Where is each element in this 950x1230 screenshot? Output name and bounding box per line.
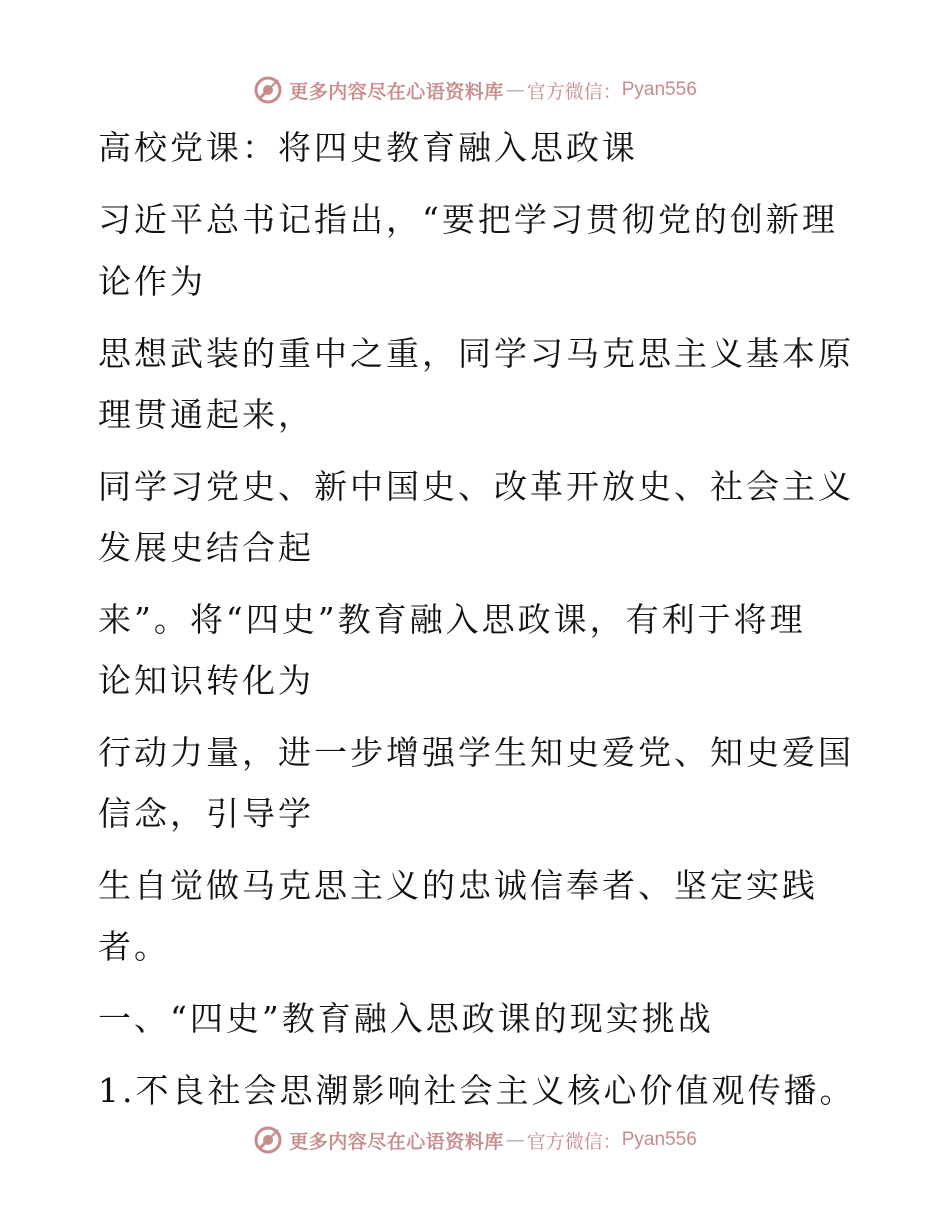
brand-logo-icon bbox=[253, 1125, 283, 1155]
section-heading: 一、“四史”教育融入思政课的现实挑战 bbox=[98, 999, 714, 1038]
header-banner bbox=[0, 70, 950, 110]
document-line: 思想武装的重中之重，同学习马克思主义基本原 bbox=[98, 334, 854, 373]
document-line: 论知识转化为 bbox=[98, 661, 314, 700]
document-line: 信念，引导学 bbox=[98, 794, 314, 833]
document-line: 生自觉做马克思主义的忠诚信奉者、坚定实践 bbox=[98, 866, 818, 905]
banner-wechat-id: Pyan556 bbox=[621, 1129, 697, 1150]
document-line: 来”。将“四史”教育融入思政课，有利于将理 bbox=[98, 600, 806, 639]
banner-text: 更多内容尽在心语资料库 bbox=[289, 1130, 504, 1153]
document-line: 发展史结合起 bbox=[98, 528, 314, 567]
banner-separator: — bbox=[505, 1129, 525, 1151]
document-line: 行动力量，进一步增强学生知史爱党、知史爱国 bbox=[98, 733, 854, 772]
document-line: 理贯通起来， bbox=[98, 395, 314, 434]
banner-wechat-label: 官方微信： bbox=[526, 80, 622, 103]
document-line: 1.不良社会思潮影响社会主义核心价值观传播。 bbox=[98, 1071, 856, 1110]
document-title: 高校党课：将四史教育融入思政课 bbox=[98, 128, 638, 167]
brand-logo-icon bbox=[253, 75, 283, 105]
banner-wechat-id: Pyan556 bbox=[621, 79, 697, 100]
footer-banner bbox=[0, 1120, 950, 1160]
banner-wechat-label: 官方微信： bbox=[526, 1130, 622, 1153]
document-line: 论作为 bbox=[98, 262, 206, 301]
banner-separator: — bbox=[505, 79, 525, 101]
banner-text: 更多内容尽在心语资料库 bbox=[289, 80, 504, 103]
document-line: 同学习党史、新中国史、改革开放史、社会主义 bbox=[98, 467, 854, 506]
document-line: 习近平总书记指出，“要把学习贯彻党的创新理 bbox=[98, 200, 838, 239]
document-line: 者。 bbox=[98, 927, 170, 966]
